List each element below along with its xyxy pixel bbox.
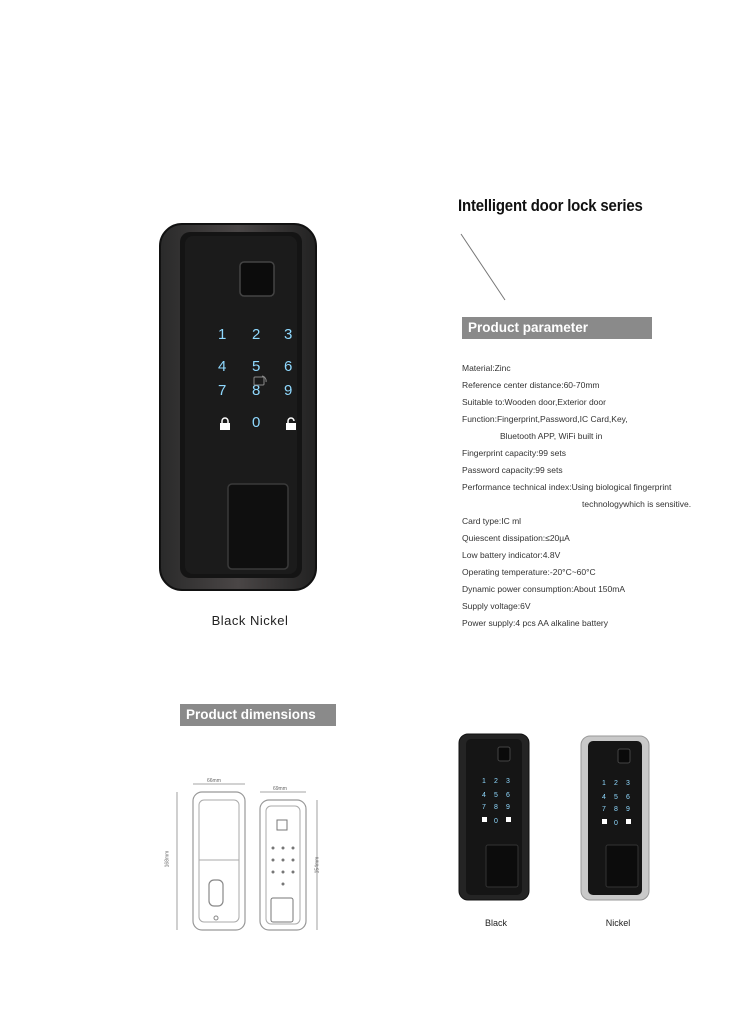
- param-item: Bluetooth APP, WiFi built in: [500, 431, 603, 441]
- svg-text:3: 3: [506, 778, 510, 785]
- param-item: Supply voltage:6V: [462, 601, 531, 611]
- dimensions-heading: Product dimensions: [180, 704, 336, 726]
- svg-text:9: 9: [506, 804, 510, 811]
- key-7: 7: [218, 382, 227, 399]
- svg-text:6: 6: [626, 794, 630, 801]
- dim-height-right: 154mm: [314, 856, 321, 874]
- svg-text:6: 6: [506, 792, 510, 799]
- dimension-drawing: [165, 770, 335, 945]
- param-item: Low battery indicator:4.8V: [462, 550, 561, 560]
- svg-text:2: 2: [614, 780, 618, 787]
- param-item: Reference center distance:60-70mm: [462, 380, 600, 390]
- svg-text:9: 9: [626, 806, 630, 813]
- svg-text:7: 7: [482, 804, 486, 811]
- lock-closed-icon: [218, 417, 232, 431]
- svg-text:0: 0: [614, 820, 618, 827]
- key-8: 8: [252, 382, 261, 399]
- parameter-list: [462, 360, 732, 632]
- svg-text:2: 2: [494, 778, 498, 785]
- param-item: Material:Zinc: [462, 363, 511, 373]
- svg-text:8: 8: [614, 806, 618, 813]
- param-item: Performance technical index:Using biological fingerprint: [462, 482, 672, 492]
- parameter-heading: Product parameter: [462, 317, 652, 339]
- variant-nickel-label: Nickel: [605, 918, 631, 928]
- param-item: Operating temperature:-20°C~60°C: [462, 567, 596, 577]
- svg-text:0: 0: [494, 818, 498, 825]
- param-item: Dynamic power consumption:About 150mA: [462, 584, 625, 594]
- svg-text:1: 1: [602, 780, 606, 787]
- key-3: 3: [284, 326, 293, 343]
- card-reader-icon: [253, 374, 267, 388]
- svg-text:5: 5: [614, 794, 618, 801]
- svg-text:7: 7: [602, 806, 606, 813]
- param-item: Power supply:4 pcs AA alkaline battery: [462, 618, 608, 628]
- param-item: Suitable to:Wooden door,Exterior door: [462, 397, 606, 407]
- lock-open-icon: [284, 417, 298, 431]
- dim-height-left: 168mm: [164, 850, 171, 868]
- key-6: 6: [284, 358, 293, 375]
- param-item: Function:Fingerprint,Password,IC Card,Key,: [462, 414, 628, 424]
- key-2: 2: [252, 326, 261, 343]
- series-title: Intelligent door lock series: [458, 196, 643, 215]
- svg-text:8: 8: [494, 804, 498, 811]
- variant-black-label: Black: [484, 918, 507, 928]
- key-5: 5: [252, 358, 261, 375]
- param-item: Fingerprint capacity:99 sets: [462, 448, 566, 458]
- variant-nickel-image: [580, 735, 650, 901]
- param-item: Card type:IC ml: [462, 516, 522, 526]
- svg-text:3: 3: [626, 780, 630, 787]
- decorative-line: [455, 232, 515, 302]
- dim-width-side: 69mm: [273, 786, 287, 792]
- key-9: 9: [284, 382, 293, 399]
- key-4: 4: [218, 358, 227, 375]
- param-item: Quiescent dissipation:≤20µA: [462, 533, 570, 543]
- svg-text:1: 1: [482, 778, 486, 785]
- param-item: technologywhich is sensitive.: [582, 499, 692, 509]
- dim-width-front: 66mm: [207, 778, 221, 784]
- key-0: 0: [252, 414, 261, 431]
- svg-text:4: 4: [482, 792, 486, 799]
- svg-text:5: 5: [494, 792, 498, 799]
- keypad: [212, 326, 308, 438]
- key-1: 1: [218, 326, 227, 343]
- main-product-label: Black Nickel: [211, 613, 289, 628]
- variant-black-image: [458, 733, 530, 901]
- param-item: Password capacity:99 sets: [462, 465, 563, 475]
- svg-text:4: 4: [602, 794, 606, 801]
